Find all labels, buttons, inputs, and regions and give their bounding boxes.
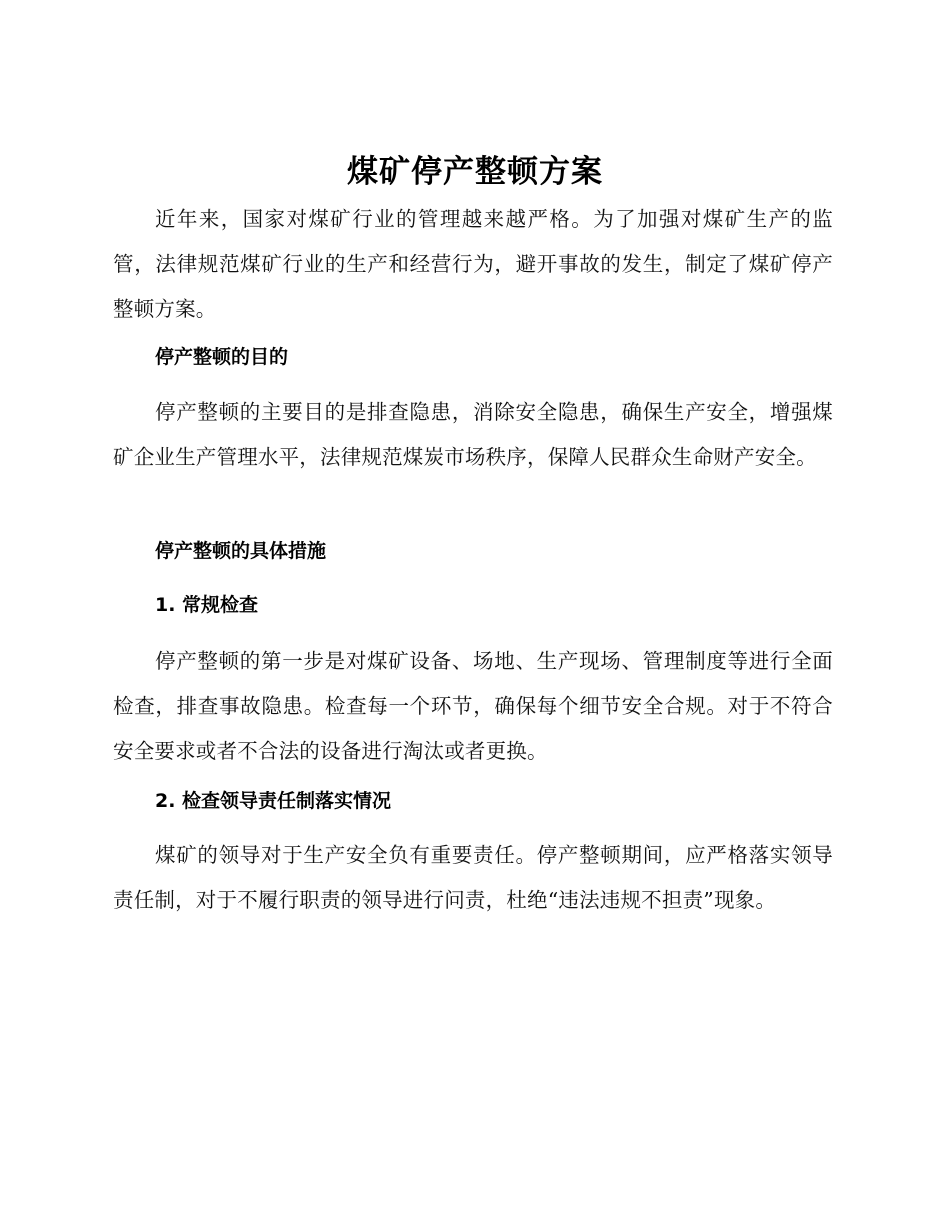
document-title: 煤矿停产整顿方案 xyxy=(347,154,603,190)
section-heading-measures: 停产整顿的具体措施 xyxy=(155,540,327,562)
subsection-heading-routine-check: 1. 常规检查 xyxy=(155,594,259,616)
section-heading-purpose: 停产整顿的目的 xyxy=(155,346,289,368)
subsection-body-routine-check: 停产整顿的第一步是对煤矿设备、场地、生产现场、管理制度等进行全面检查，排查事故隐患。检查每一个环节，确保每个细节安全合规。对于不符合安全要求或者不合法的设备进行淘汰或者更换。 xyxy=(113,649,833,763)
subsection-heading-leadership-responsibility: 2. 检查领导责任制落实情况 xyxy=(155,790,392,812)
subsection-body-leadership-responsibility: 煤矿的领导对于生产安全负有重要责任。停产整顿期间，应严格落实领导责任制，对于不履行职责的领导进行问责，杜绝“违法违规不担责”现象。 xyxy=(113,843,833,912)
intro-paragraph: 近年来，国家对煤矿行业的管理越来越严格。为了加强对煤矿生产的监管，法律规范煤矿行业的生产和经营行为，避开事故的发生，制定了煤矿停产整顿方案。 xyxy=(113,207,833,321)
section-body-purpose: 停产整顿的主要目的是排查隐患，消除安全隐患，确保生产安全，增强煤矿企业生产管理水平，法律规范煤炭市场秩序，保障人民群众生命财产安全。 xyxy=(113,400,833,469)
